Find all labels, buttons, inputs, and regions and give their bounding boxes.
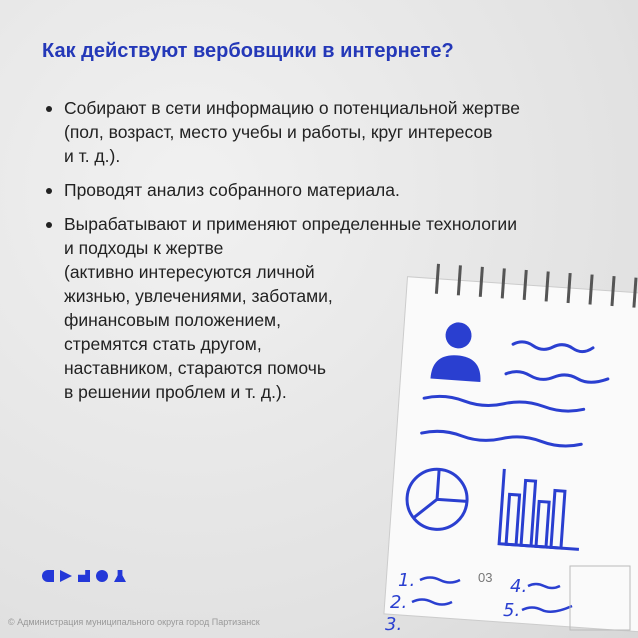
bullet-item [42, 178, 602, 202]
bullet-item [42, 96, 602, 168]
bullet-line: Проводят анализ собранного материала. [64, 180, 400, 200]
bullet-list [42, 96, 602, 414]
page-title: Как действуют вербовщики в интернете? [42, 40, 454, 62]
bullet-line: и подходы к жертве [64, 238, 224, 258]
bullet-line: Собирают в сети информацию о потенциальной жертве [64, 98, 520, 118]
bullet-line: (пол, возраст, место учебы и работы, круг интересов [64, 122, 493, 142]
bullet-line: жизнью, увлечениями, заботами, [64, 286, 333, 306]
bullet-line: наставником, стараются помочь [64, 358, 327, 378]
copyright: © Администрация муниципального округа город Партизанск [8, 617, 260, 627]
svg-text:2.: 2. [390, 592, 408, 613]
bullet-line: в решении проблем и т. д.). [64, 382, 287, 402]
svg-text:4.: 4. [510, 576, 528, 597]
svg-text:1.: 1. [398, 570, 416, 591]
bullet-line: (активно интересуются личной [64, 262, 315, 282]
bullet-item [42, 212, 602, 404]
bullet-line: и т. д.). [64, 146, 121, 166]
brand-logo [42, 570, 126, 582]
svg-text:5.: 5. [503, 600, 521, 621]
bullet-line: финансовым положением, [64, 310, 281, 330]
bullet-line: Вырабатывают и применяют определенные технологии [64, 214, 517, 234]
page-number: 03 [478, 570, 493, 585]
svg-text:3.: 3. [385, 614, 403, 635]
bullet-line: стремятся стать другом, [64, 334, 262, 354]
